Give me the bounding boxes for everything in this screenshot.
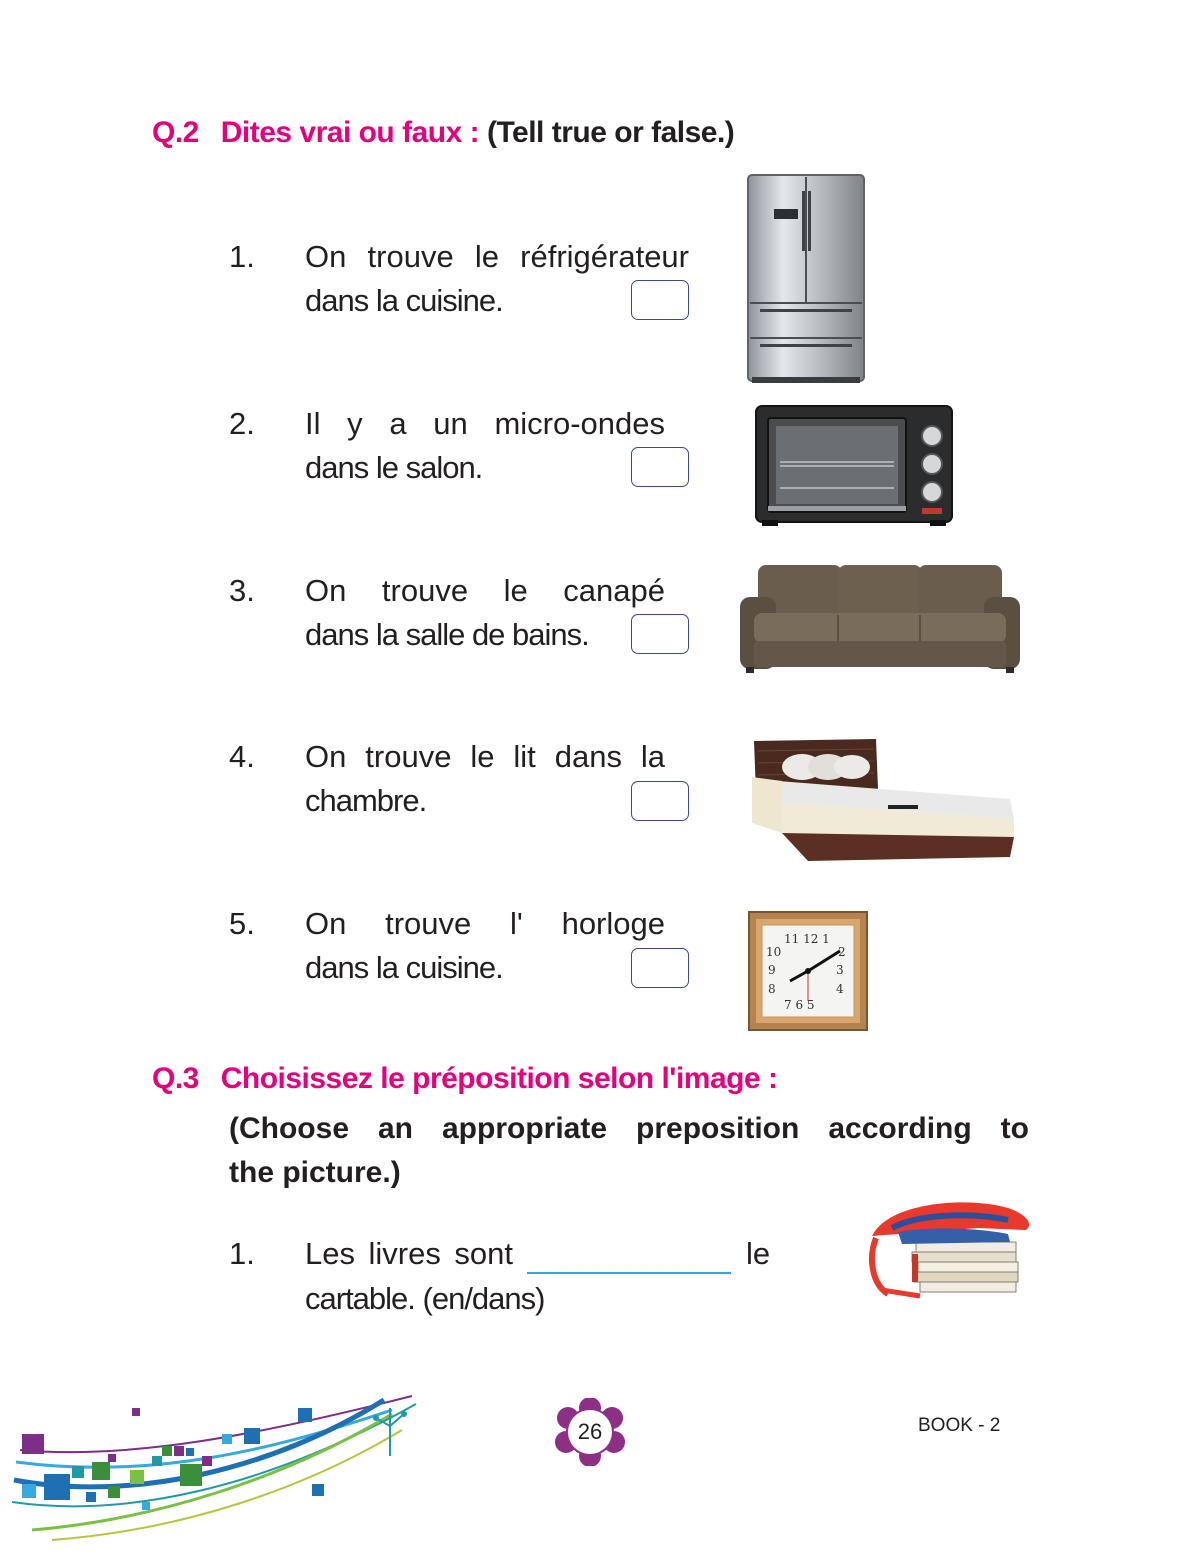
q2-title-en: (Tell true or false.) <box>486 116 735 149</box>
clock-numerals-top: 11 12 1 <box>784 932 830 946</box>
clock-numeral-3: 3 <box>836 963 844 977</box>
item-1-line1: On trouve le réfrigérateur <box>305 239 689 274</box>
preposition-blank-1[interactable] <box>527 1242 731 1274</box>
clock-numerals-bottom: 7 6 5 <box>784 998 815 1012</box>
item-3-number: 3. <box>229 573 255 608</box>
q3-title-fr: Choisissez le préposition selon l'image : <box>220 1062 778 1095</box>
q3-item-1-before: Les livres sont <box>305 1236 513 1271</box>
answer-box-2[interactable] <box>631 447 689 487</box>
item-2-line1: Il y a un micro-ondes <box>305 406 665 441</box>
clock-numeral-9: 9 <box>768 963 776 977</box>
q3-subtitle <box>229 1107 1029 1195</box>
item-5-number: 5. <box>229 906 255 941</box>
bed-image <box>748 737 1020 865</box>
answer-box-5[interactable] <box>631 948 689 988</box>
q3-number: Q.3 <box>152 1062 199 1095</box>
q2-title-fr: Dites vrai ou faux : <box>220 116 480 149</box>
answer-box-1[interactable] <box>631 280 689 320</box>
page-number: 26 <box>577 1419 603 1444</box>
clock-numeral-10: 10 <box>766 945 782 959</box>
q3-subtitle-line1: (Choose an appropriate preposition according to <box>229 1112 1029 1145</box>
item-1-line2: dans la cuisine. <box>305 283 503 318</box>
book-label: BOOK - 2 <box>918 1415 1001 1436</box>
item-3-line2: dans la salle de bains. <box>305 617 589 652</box>
clock-numeral-4: 4 <box>836 982 844 996</box>
item-4-line2: chambre. <box>305 783 427 818</box>
item-5-line1: On trouve l' horloge <box>305 906 665 941</box>
q3-item-1-number: 1. <box>229 1236 255 1271</box>
item-4-line1: On trouve le lit dans la <box>305 739 665 774</box>
sofa-image <box>738 561 1022 675</box>
microwave-oven-image <box>754 404 954 528</box>
wall-clock-image <box>748 911 868 1031</box>
q2-number: Q.2 <box>152 116 199 149</box>
q3-item-1-after: le <box>746 1236 771 1271</box>
item-4-number: 4. <box>229 739 255 774</box>
q2-heading <box>152 116 734 150</box>
item-1-number: 1. <box>229 239 255 274</box>
q3-heading <box>152 1062 777 1096</box>
clock-numeral-8: 8 <box>768 982 776 996</box>
page-number-badge <box>554 1398 626 1466</box>
item-2-line2: dans le salon. <box>305 450 483 485</box>
item-2-number: 2. <box>229 406 255 441</box>
schoolbag-with-books-image <box>858 1198 1034 1304</box>
item-3-line1: On trouve le canapé <box>305 573 665 608</box>
footer-wave-decoration <box>12 1390 422 1542</box>
q3-subtitle-line2: the picture.) <box>229 1156 401 1189</box>
item-5-line2: dans la cuisine. <box>305 950 503 985</box>
answer-box-3[interactable] <box>631 614 689 654</box>
refrigerator-image <box>746 173 866 385</box>
answer-box-4[interactable] <box>631 781 689 821</box>
clock-numeral-2: 2 <box>838 945 846 959</box>
q3-item-1-line2: cartable. (en/dans) <box>305 1281 545 1316</box>
